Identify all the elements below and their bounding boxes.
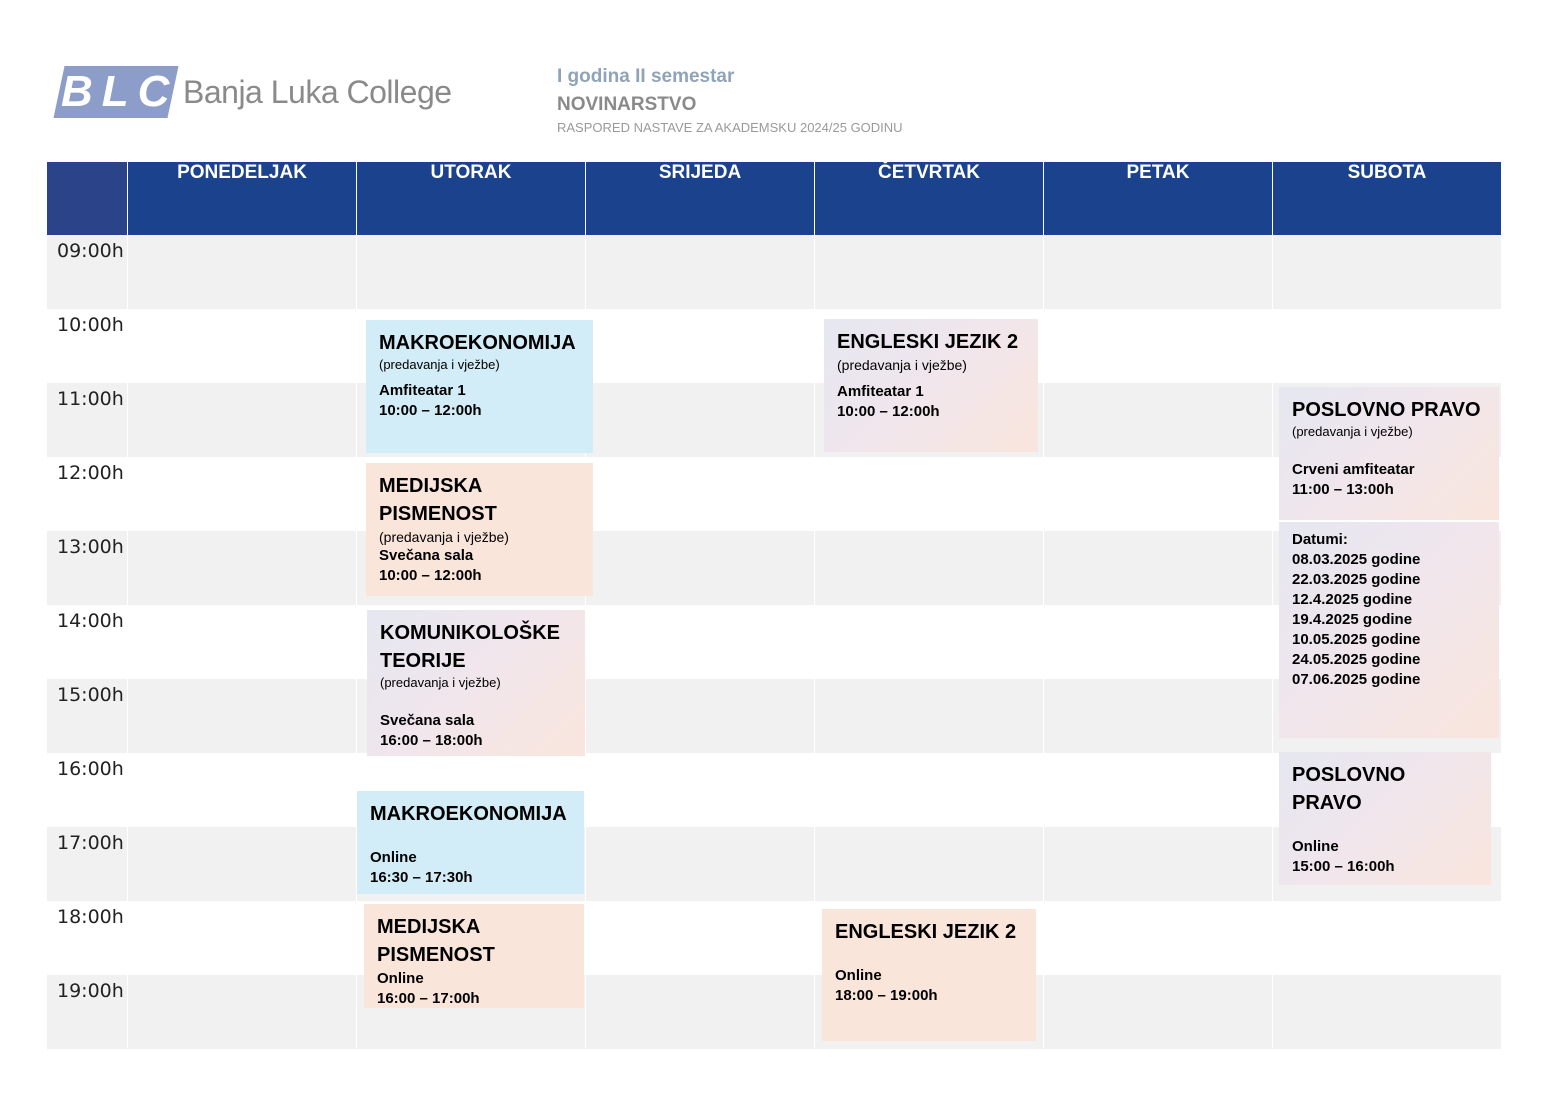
event-note: (predavanja i vježbe) (380, 675, 501, 690)
time-label: 09:00h (57, 240, 124, 262)
event-card[interactable] (364, 904, 584, 1008)
time-label: 19:00h (57, 980, 124, 1002)
date-item: 10.05.2025 godine (1292, 631, 1421, 648)
column-divider (814, 235, 815, 1048)
event-room: Online (377, 970, 424, 987)
event-time: 16:30 – 17:30h (370, 869, 473, 886)
date-item: 22.03.2025 godine (1292, 571, 1421, 588)
event-card[interactable] (1279, 387, 1499, 520)
day-header-row (47, 162, 1501, 235)
event-card[interactable] (1279, 752, 1491, 885)
time-label: 12:00h (57, 462, 124, 484)
event-room: Svečana sala (380, 712, 475, 729)
time-row (47, 309, 1501, 383)
event-title: POSLOVNO PRAVO (1292, 399, 1481, 421)
time-label: 18:00h (57, 906, 124, 928)
event-room: Amfiteatar 1 (379, 382, 466, 399)
event-title: MEDIJSKA PISMENOST (377, 916, 495, 966)
event-card[interactable] (366, 320, 593, 453)
event-title: POSLOVNO PRAVO (1292, 764, 1406, 814)
program-title: NOVINARSTVO (557, 94, 697, 115)
day-thursday: ČETVRTAK (814, 162, 1043, 235)
event-card[interactable] (824, 319, 1038, 452)
time-label: 10:00h (57, 314, 124, 336)
column-divider (1272, 235, 1273, 1048)
time-row (47, 235, 1501, 309)
event-title: MAKROEKONOMIJA (379, 332, 576, 354)
time-label: 13:00h (57, 536, 124, 558)
day-monday: PONEDELJAK (127, 162, 356, 235)
time-label: 11:00h (57, 388, 124, 410)
column-divider (1043, 235, 1044, 1048)
event-room: Crveni amfiteatar (1292, 461, 1415, 478)
college-logo (55, 66, 452, 118)
event-time: 10:00 – 12:00h (837, 403, 940, 420)
column-divider (127, 235, 128, 1048)
event-title: MEDIJSKA PISMENOST (379, 475, 497, 525)
event-time: 18:00 – 19:00h (835, 987, 938, 1004)
time-label: 14:00h (57, 610, 124, 632)
event-dates-card[interactable] (1279, 522, 1499, 738)
day-wednesday: SRIJEDA (585, 162, 814, 235)
event-room: Svečana sala (379, 547, 474, 564)
event-room: Online (370, 849, 417, 866)
college-name: Banja Luka College (183, 73, 452, 110)
day-tuesday: UTORAK (356, 162, 585, 235)
date-item: 12.4.2025 godine (1292, 591, 1413, 608)
column-divider (356, 235, 357, 1048)
date-item: 24.05.2025 godine (1292, 651, 1421, 668)
event-time: 10:00 – 12:00h (379, 567, 482, 584)
event-card[interactable] (357, 791, 584, 894)
day-saturday: SUBOTA (1272, 162, 1501, 235)
day-friday: PETAK (1043, 162, 1272, 235)
date-item: 07.06.2025 godine (1292, 671, 1421, 688)
event-room: Online (835, 967, 882, 984)
schedule-subtitle: RASPORED NASTAVE ZA AKADEMSKU 2024/25 GODINU (557, 120, 903, 135)
event-card[interactable] (367, 610, 585, 756)
time-label: 16:00h (57, 758, 124, 780)
event-room: Online (1292, 838, 1339, 855)
event-card[interactable] (822, 909, 1036, 1041)
blc-logo-mark (55, 66, 179, 118)
corner-cell (47, 162, 127, 235)
logo-mark-text: BLC (61, 67, 179, 116)
event-note: (predavanja i vježbe) (379, 357, 500, 372)
time-row (47, 901, 1501, 975)
year-semester: I godina II semestar (557, 66, 735, 87)
event-time: 10:00 – 12:00h (379, 402, 482, 419)
event-title: ENGLESKI JEZIK 2 (835, 921, 1017, 943)
event-note: (predavanja i vježbe) (837, 357, 967, 373)
event-time: 16:00 – 18:00h (380, 732, 483, 749)
event-title: MAKROEKONOMIJA (370, 803, 567, 825)
schedule-header (557, 66, 903, 136)
event-card[interactable] (366, 463, 593, 596)
time-label: 17:00h (57, 832, 124, 854)
event-time: 11:00 – 13:00h (1292, 481, 1394, 498)
time-row (47, 975, 1501, 1049)
event-time: 15:00 – 16:00h (1292, 858, 1395, 875)
time-label: 15:00h (57, 684, 124, 706)
date-item: 19.4.2025 godine (1292, 611, 1413, 628)
event-note: (predavanja i vježbe) (1292, 424, 1413, 439)
event-title: KOMUNIKOLOŠKE TEORIJE (380, 622, 560, 672)
event-note: (predavanja i vježbe) (379, 529, 509, 545)
event-title: ENGLESKI JEZIK 2 (837, 331, 1019, 353)
date-item: 08.03.2025 godine (1292, 551, 1421, 568)
event-time: 16:00 – 17:00h (377, 990, 480, 1007)
dates-label: Datumi: (1292, 531, 1348, 548)
event-room: Amfiteatar 1 (837, 383, 924, 400)
